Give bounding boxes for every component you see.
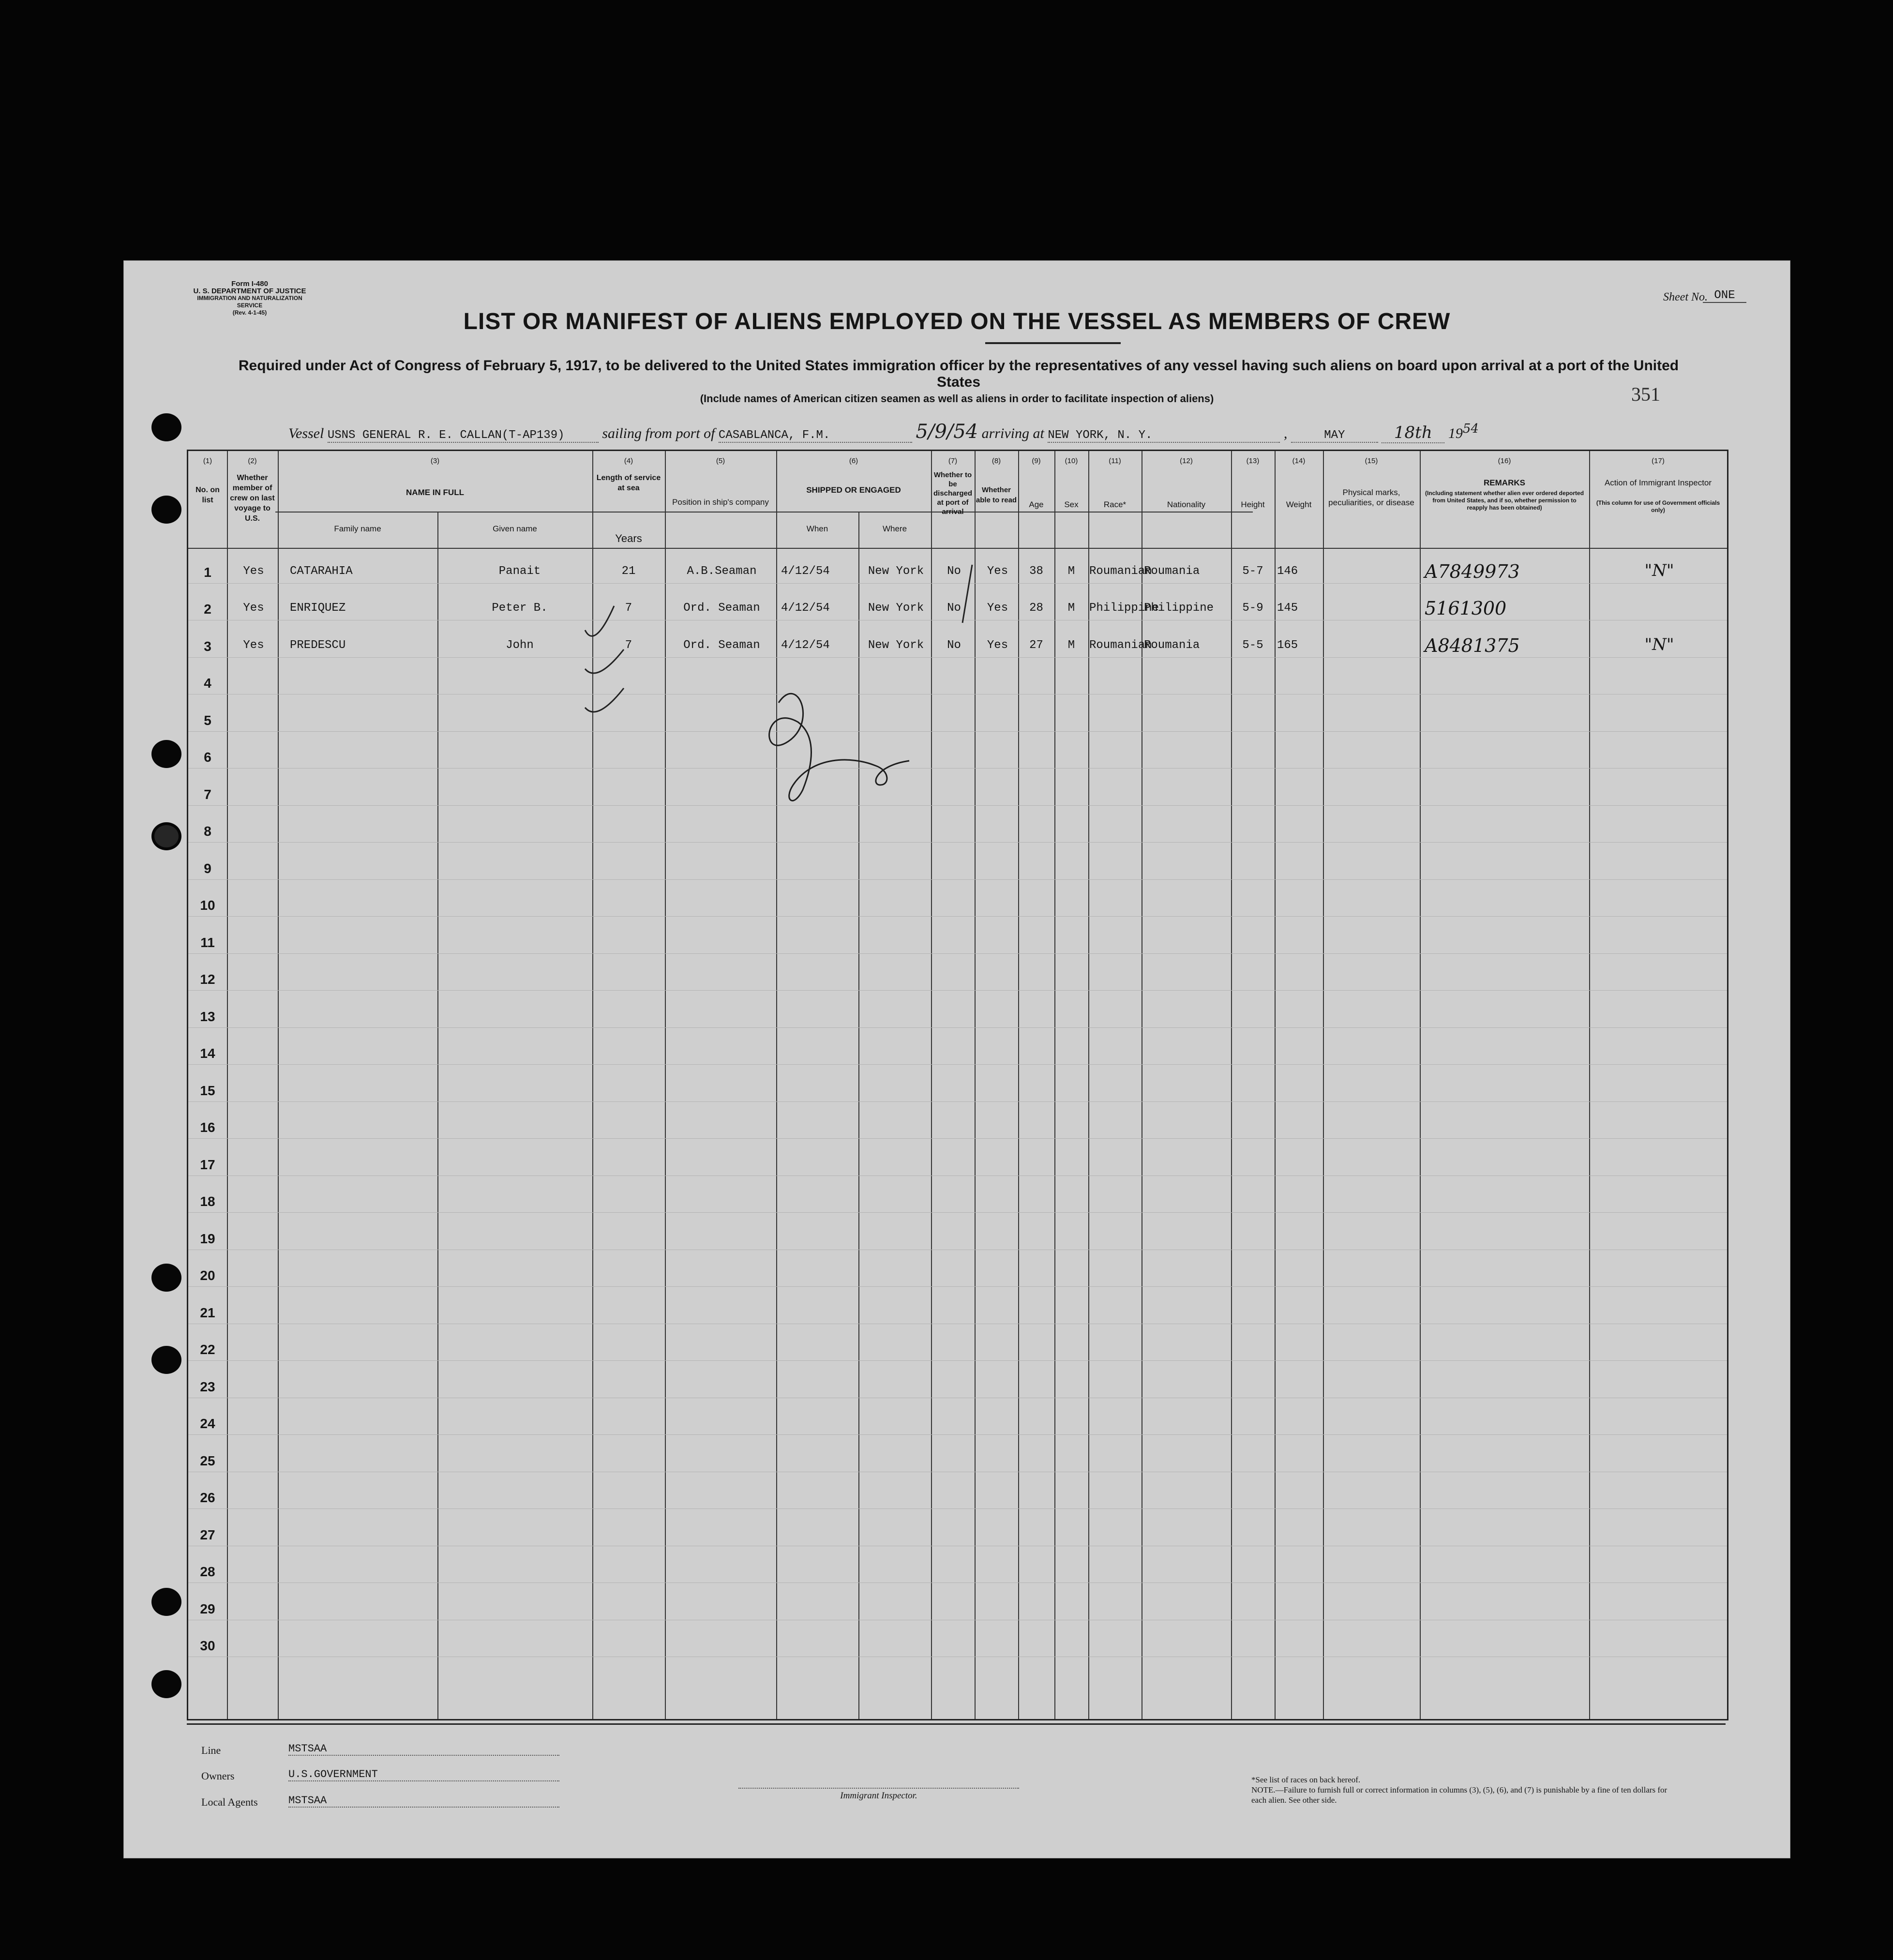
page-subtitle: Required under Act of Congress of February 5, 1917, to be delivered to the United States immigration officer by the representatives of any vessel having such aliens on board upon arrival at a port of the United States	[238, 358, 1679, 390]
title-underline	[985, 342, 1121, 344]
header-where: Where	[882, 524, 907, 533]
column-number: (5)	[716, 457, 725, 465]
row-number: 13	[200, 1009, 215, 1024]
column-number: (13)	[1246, 457, 1260, 465]
row-number: 3	[204, 638, 211, 654]
cell-height: 5-9	[1242, 602, 1263, 615]
column-number: (6)	[849, 457, 858, 465]
header-name-in-full: NAME IN FULL	[406, 488, 464, 497]
cell-action: "N"	[1644, 560, 1674, 580]
row-number: 28	[200, 1564, 215, 1579]
footer-divider	[187, 1723, 1726, 1725]
row-number: 6	[204, 750, 211, 765]
signature-scrawl	[769, 694, 909, 800]
row-number: 26	[200, 1490, 215, 1505]
row-number: 2	[204, 602, 211, 617]
cell-when: 4/12/54	[781, 638, 830, 652]
cell-race: Roumanian	[1089, 638, 1152, 652]
row-number: 5	[204, 712, 211, 728]
cell-read: Yes	[987, 564, 1008, 578]
cell-given: John	[506, 638, 534, 652]
owners-label: Owners	[201, 1770, 235, 1782]
date-correction-stroke	[962, 565, 972, 623]
cell-position: Ord. Seaman	[683, 602, 760, 615]
cell-sex: M	[1067, 564, 1075, 578]
cell-discharged: No	[947, 602, 961, 615]
header-years: Years	[615, 532, 642, 544]
cell-remarks: A7849973	[1425, 560, 1520, 582]
column-number: (17)	[1652, 457, 1665, 465]
year-prefix: 19	[1448, 425, 1463, 441]
column-number: (9)	[1032, 457, 1041, 465]
cell-sex: M	[1067, 638, 1075, 652]
sheet-number-value: ONE	[1703, 289, 1746, 303]
vessel-label: Vessel	[288, 425, 324, 441]
cell-family: CATARAHIA	[290, 564, 353, 578]
row-number: 30	[200, 1638, 215, 1653]
column-number: (7)	[948, 457, 958, 465]
crew-manifest-table	[187, 450, 1728, 1720]
cell-years: 7	[625, 602, 632, 615]
punch-hole	[151, 822, 181, 850]
row-number: 11	[200, 935, 215, 950]
cell-sex: M	[1067, 602, 1075, 615]
race-footnote: *See list of races on back hereof.	[1251, 1775, 1361, 1784]
header-height: Height	[1241, 500, 1265, 509]
row-number: 20	[200, 1268, 215, 1283]
cell-given: Panait	[498, 564, 541, 578]
cell-read: Yes	[987, 638, 1008, 652]
row-number: 10	[200, 898, 215, 913]
header-race: Race*	[1103, 500, 1127, 509]
punch-hole	[151, 1264, 181, 1292]
cell-remarks: 5161300	[1425, 598, 1507, 619]
line-label: Line	[201, 1744, 221, 1756]
cell-family: ENRIQUEZ	[290, 602, 346, 615]
column-number: (14)	[1292, 457, 1306, 465]
row-number: 15	[200, 1083, 215, 1098]
row-number: 25	[200, 1453, 215, 1468]
arriving-port: NEW YORK, N. Y.	[1048, 429, 1280, 443]
row-number: 22	[200, 1342, 215, 1357]
cell-family: PREDESCU	[290, 638, 346, 652]
department-name: U. S. DEPARTMENT OF JUSTICE	[193, 287, 306, 295]
row-number: 12	[200, 972, 215, 987]
cell-race: Philippine	[1089, 602, 1159, 615]
cell-nationality: Roumania	[1144, 638, 1200, 652]
column-number: (11)	[1109, 457, 1121, 465]
immigrant-inspector-signature-line: Immigrant Inspector.	[738, 1788, 1019, 1801]
row-number: 23	[200, 1379, 215, 1394]
header-sex: Sex	[1064, 500, 1079, 509]
cell-height: 5-7	[1242, 564, 1263, 578]
cell-years: 21	[621, 564, 636, 578]
cell-last-voyage: Yes	[243, 602, 264, 615]
header-given-name: Given name	[493, 524, 537, 533]
cell-last-voyage: Yes	[243, 638, 264, 652]
punch-hole	[151, 1670, 181, 1698]
row-number: 8	[204, 824, 211, 839]
column-number: (2)	[248, 457, 257, 465]
column-number: (15)	[1365, 457, 1378, 465]
sailing-date-handwritten: 5/9/54	[916, 421, 978, 443]
cell-when: 4/12/54	[781, 602, 830, 615]
column-number: (4)	[624, 457, 633, 465]
header-inspector-note: (This column for use of Government officials only)	[1596, 499, 1720, 513]
header-last-voyage: Whether member of crew on last voyage to U.S.	[230, 474, 275, 523]
punch-hole	[151, 1588, 181, 1616]
cell-weight: 146	[1277, 564, 1298, 578]
header-position: Position in ship's company	[672, 498, 769, 507]
cell-age: 28	[1029, 602, 1043, 615]
check-mark	[585, 688, 624, 712]
row-number: 4	[204, 676, 211, 691]
header-weight: Weight	[1286, 500, 1312, 509]
check-mark	[585, 606, 614, 636]
cell-last-voyage: Yes	[243, 564, 264, 578]
row-number: 9	[204, 860, 211, 876]
cell-years: 7	[625, 638, 632, 652]
manifest-sheet	[123, 260, 1790, 1858]
row-number: 18	[200, 1194, 215, 1209]
cell-discharged: No	[947, 564, 961, 578]
handwritten-marks	[188, 451, 1727, 1719]
punch-hole	[151, 1346, 181, 1374]
row-number: 29	[200, 1601, 215, 1616]
cell-weight: 165	[1277, 638, 1298, 652]
page-title: LIST OR MANIFEST OF ALIENS EMPLOYED ON THE VESSEL AS MEMBERS OF CREW	[463, 309, 1451, 334]
local-agents-value: MSTSAA	[288, 1794, 559, 1808]
header-able-to-read: Whether able to read	[976, 486, 1017, 504]
punch-hole	[151, 740, 181, 768]
header-remarks-note: (Including statement whether alien ever ordered deported from United States, and if so, whether permission to reapply has been obtained)	[1425, 490, 1584, 511]
arrival-day: 18th	[1382, 423, 1444, 443]
header-inspector-action: Action of Immigrant Inspector	[1604, 478, 1712, 487]
header-family-name: Family name	[334, 524, 381, 533]
penalty-note: NOTE.—Failure to furnish full or correct information in columns (3), (5), (6), and (7) is punishable by a fine of ten dollars for each alien. See other side.	[1251, 1785, 1668, 1805]
sailing-port: CASABLANCA, F.M.	[719, 429, 912, 443]
footnote	[1251, 1775, 1672, 1805]
cell-remarks: A8481375	[1425, 634, 1520, 656]
arriving-label: arriving at	[981, 425, 1044, 441]
revision-date: (Rev. 4-1-45)	[232, 309, 267, 316]
cell-where: New York	[868, 602, 924, 615]
punch-hole	[151, 413, 181, 441]
vessel-name: USNS GENERAL R. E. CALLAN(T-AP139)	[328, 429, 599, 443]
row-number: 24	[200, 1416, 215, 1431]
header-shipped-or-engaged: SHIPPED OR ENGAGED	[806, 485, 901, 495]
cell-nationality: Roumania	[1144, 564, 1200, 578]
sailing-label: sailing from port of	[602, 425, 715, 441]
cell-position: A.B.Seaman	[687, 564, 757, 578]
cell-discharged: No	[947, 638, 961, 652]
service-name: IMMIGRATION AND NATURALIZATION SERVICE	[197, 295, 302, 309]
owners-value: U.S.GOVERNMENT	[288, 1768, 559, 1781]
column-number: (16)	[1498, 457, 1511, 465]
header-physical-marks: Physical marks, peculiarities, or disease	[1328, 488, 1414, 507]
cell-when: 4/12/54	[781, 564, 830, 578]
check-mark	[585, 649, 624, 673]
row-number: 7	[204, 786, 211, 802]
arrival-month: MAY	[1291, 429, 1378, 443]
row-number: 19	[200, 1231, 215, 1246]
form-number: Form I-480	[231, 280, 268, 288]
header-nationality: Nationality	[1167, 500, 1206, 509]
header-age: Age	[1029, 500, 1044, 509]
row-number: 21	[200, 1305, 215, 1320]
vessel-line: Vessel USNS GENERAL R. E. CALLAN(T-AP139) sailing from port of CASABLANCA, F.M. 5/9/54 arriving at NEW YORK, N. Y. , MAY 18th 1954	[288, 421, 1479, 443]
column-number: (3)	[430, 457, 440, 465]
punch-hole	[151, 496, 181, 524]
header-length-of-service: Length of service at sea	[596, 474, 661, 492]
cell-age: 27	[1029, 638, 1043, 652]
column-number: (12)	[1180, 457, 1193, 465]
row-number: 1	[204, 564, 211, 580]
header-no-on-list: No. on list	[195, 486, 220, 504]
header-discharged: Whether to be discharged at port of arrival	[933, 471, 973, 516]
cell-weight: 145	[1277, 602, 1298, 615]
header-when: When	[806, 524, 828, 533]
cell-nationality: Philippine	[1144, 602, 1214, 615]
column-number: (10)	[1065, 457, 1078, 465]
instruction-note: (Include names of American citizen seamen as well as aliens in order to facilitate inspection of aliens)	[700, 392, 1214, 405]
column-number: (8)	[992, 457, 1001, 465]
cell-height: 5-5	[1242, 638, 1263, 652]
stamped-page-number: 351	[1631, 383, 1660, 405]
cell-given: Peter B.	[492, 602, 548, 615]
row-number: 27	[200, 1527, 215, 1542]
line-value: MSTSAA	[288, 1743, 559, 1756]
cell-where: New York	[868, 564, 924, 578]
row-number: 17	[200, 1157, 215, 1172]
year-suffix: 54	[1462, 422, 1479, 436]
header-remarks: REMARKS	[1484, 478, 1525, 487]
sheet-number-label: Sheet No.	[1663, 291, 1708, 303]
local-agents-label: Local Agents	[201, 1796, 258, 1808]
column-number: (1)	[203, 457, 212, 465]
row-number: 14	[200, 1046, 215, 1061]
cell-race: Roumanian	[1089, 564, 1152, 578]
cell-age: 38	[1029, 564, 1043, 578]
cell-where: New York	[868, 638, 924, 652]
cell-read: Yes	[987, 602, 1008, 615]
cell-action: "N"	[1644, 634, 1674, 654]
cell-position: Ord. Seaman	[683, 638, 760, 652]
row-number: 16	[200, 1120, 215, 1135]
